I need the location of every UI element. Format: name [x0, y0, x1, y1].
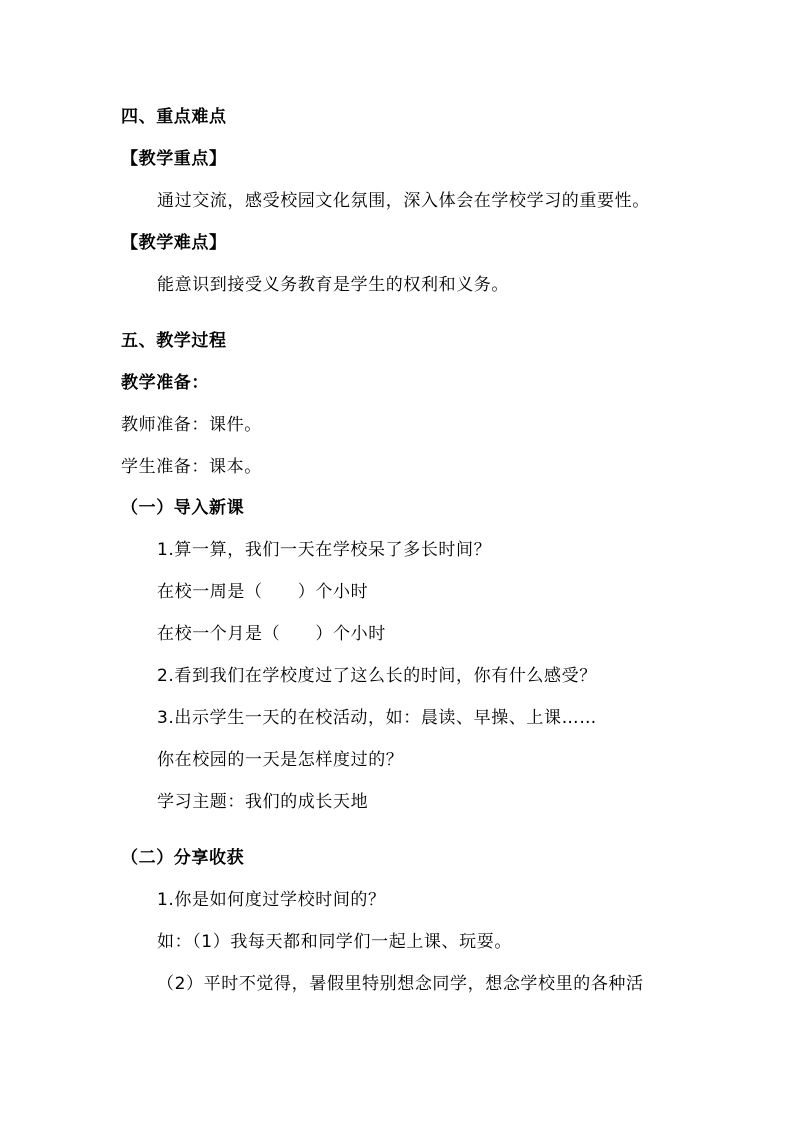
teaching-focus-text: 通过交流，感受校园文化氛围，深入体会在学校学习的重要性。: [157, 191, 650, 211]
teaching-focus-label: 【教学重点】: [121, 149, 227, 169]
part1-line: 在校一个月是（ ）个小时: [157, 624, 386, 644]
part2-heading: （二）分享收获: [121, 848, 245, 868]
part1-line: 1.算一算，我们一天在学校呆了多长时间？: [157, 540, 492, 560]
part2-line: （2）平时不觉得，暑假里特别想念同学，想念学校里的各种活: [157, 974, 644, 994]
section-heading-teaching-process: 五、教学过程: [121, 331, 227, 351]
teaching-difficulty-label: 【教学难点】: [121, 233, 227, 253]
part1-line: 2.看到我们在学校度过了这么长的时间，你有什么感受？: [157, 666, 597, 686]
teacher-prep-text: 教师准备：课件。: [121, 415, 262, 435]
teaching-difficulty-text: 能意识到接受义务教育是学生的权利和义务。: [157, 275, 509, 295]
part1-line: 3.出示学生一天的在校活动，如：晨读、早操、上课……: [157, 708, 597, 728]
part2-line: 如：（1）我每天都和同学们一起上课、玩耍。: [157, 932, 512, 952]
part1-line: 你在校园的一天是怎样度过的？: [157, 750, 404, 770]
part1-line: 在校一周是（ ）个小时: [157, 582, 369, 602]
teaching-prep-label: 教学准备：: [121, 373, 209, 393]
section-heading-key-points: 四、重点难点: [121, 107, 227, 127]
student-prep-text: 学生准备：课本。: [121, 457, 262, 477]
part2-line: 1.你是如何度过学校时间的？: [157, 890, 386, 910]
part1-line: 学习主题：我们的成长天地: [157, 792, 369, 812]
part1-heading: （一）导入新课: [121, 498, 245, 518]
